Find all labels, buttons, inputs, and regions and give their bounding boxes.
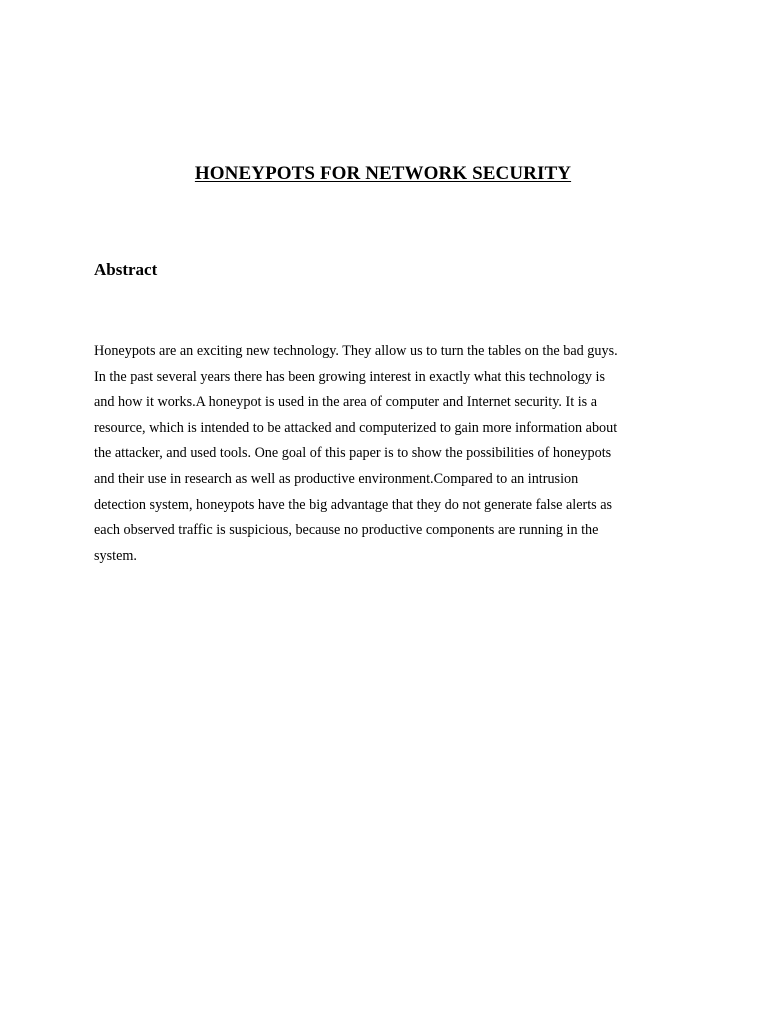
abstract-line: and their use in research as well as productive environment.Compared to an intrusion — [94, 470, 579, 487]
abstract-line: resource, which is intended to be attacked and computerized to gain more information about — [94, 419, 618, 436]
abstract-heading: Abstract — [94, 260, 158, 279]
abstract-line: and how it works.A honeypot is used in the area of computer and Internet security. It is a — [94, 394, 597, 411]
abstract-paragraph — [94, 339, 674, 569]
abstract-line: detection system, honeypots have the big advantage that they do not generate false alerts as — [94, 496, 613, 513]
abstract-line: In the past several years there has been growing interest in exactly what this technology is — [94, 368, 605, 385]
paper-title: HONEYPOTS FOR NETWORK SECURITY — [194, 163, 572, 184]
abstract-line: the attacker, and used tools. One goal of this paper is to show the possibilities of honeypots — [94, 445, 612, 462]
abstract-line: each observed traffic is suspicious, because no productive components are running in the — [94, 522, 599, 539]
abstract-line: Honeypots are an exciting new technology. They allow us to turn the tables on the bad guys. — [94, 343, 618, 359]
abstract-line: system. — [94, 547, 137, 564]
